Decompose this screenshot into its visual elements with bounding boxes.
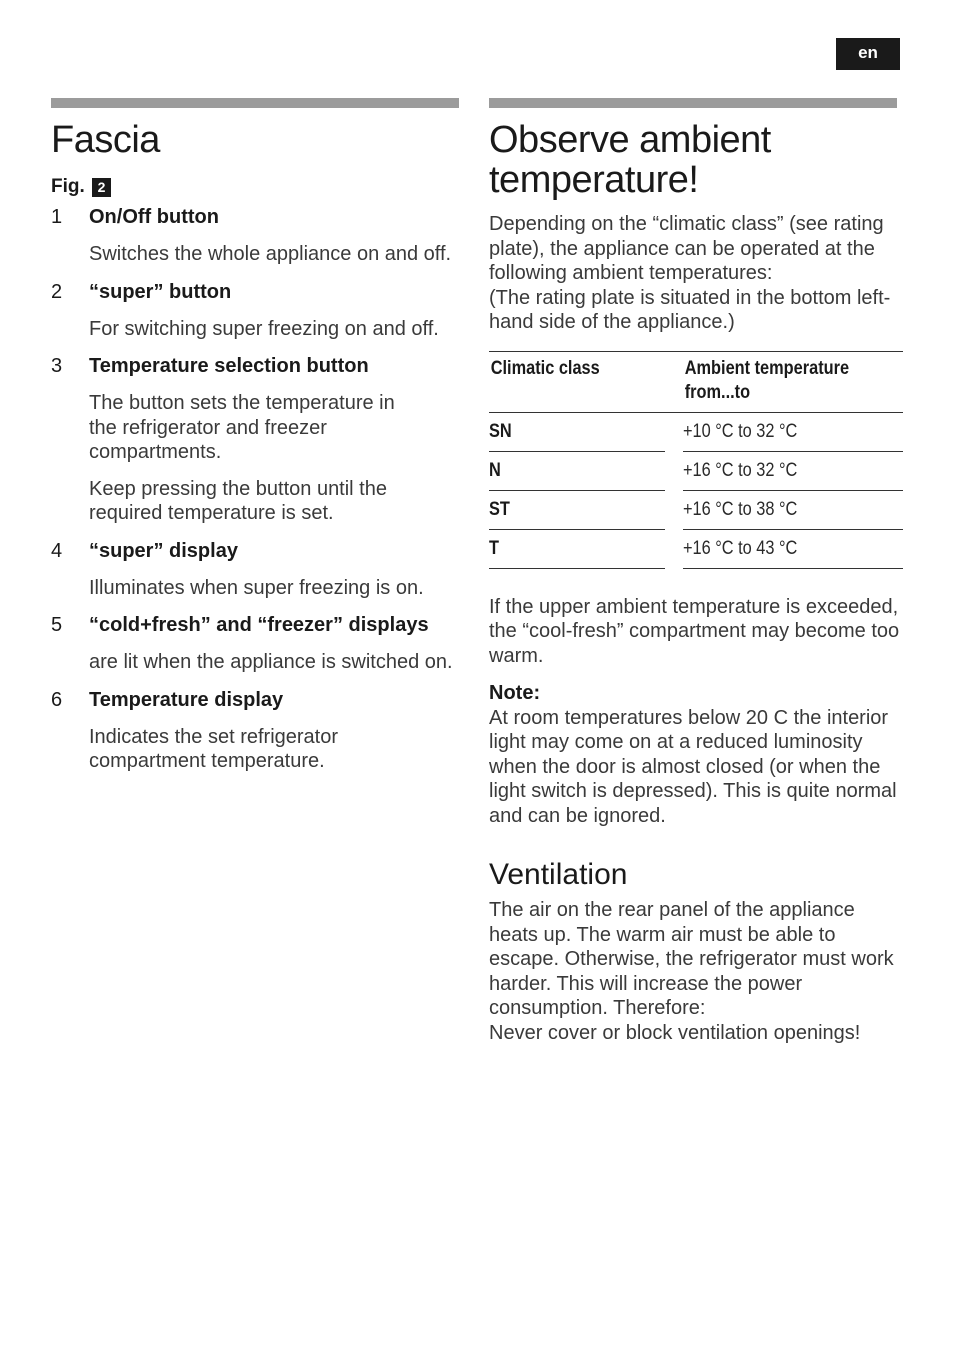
item-title: “super” button (89, 280, 232, 303)
column-header-climatic-class: Climatic class (489, 351, 656, 412)
temperature-range-cell: +16 °C to 32 °C (683, 459, 798, 481)
item-description: Illuminates when super freezing is on. (89, 576, 424, 599)
climate-table (489, 351, 903, 569)
list-item (51, 354, 465, 526)
note-label: Note: (489, 682, 541, 704)
ventilation-text: The air on the rear panel of the appliance heats up. The warm air must be able to escape. Otherwise, the refrigerator must work harder. This will increase the power consumption. Therefore: (489, 899, 894, 1019)
column-header-ambient-temperature (683, 351, 872, 412)
item-number: 5 (51, 614, 63, 636)
table-row (489, 451, 903, 490)
list-item (51, 688, 465, 774)
ventilation-warning: Never cover or block ventilation openings! (489, 1021, 861, 1044)
list-item (51, 613, 465, 675)
item-title: “cold+fresh” and “freezer” displays (89, 614, 429, 636)
item-title: “super” display (89, 539, 238, 562)
list-item (51, 539, 465, 601)
item-title: Temperature display (89, 688, 284, 711)
item-description: Switches the whole appliance on and off. (89, 243, 452, 265)
language-badge: en (836, 38, 900, 70)
ambient-title-line1: Observe ambient (489, 119, 771, 161)
table-row (489, 529, 903, 568)
ambient-intro: Depending on the “climatic class” (see rating plate), the appliance can be operated at the following ambient temperatures: (489, 213, 884, 284)
table-row (489, 412, 903, 451)
temperature-range-cell: +10 °C to 32 °C (683, 420, 798, 442)
list-item (51, 205, 465, 267)
ambient-title-line2: temperature! (489, 159, 699, 201)
item-description: are lit when the appliance is switched on. (89, 651, 453, 673)
column-header-line: Ambient temperature (684, 357, 850, 379)
figure-number: 2 (92, 178, 111, 197)
item-number: 1 (51, 206, 63, 228)
item-description: For switching super freezing on and off. (89, 317, 439, 340)
fascia-section (51, 98, 465, 774)
column-header-line: from...to (684, 381, 751, 403)
table-row (489, 490, 903, 529)
item-number: 3 (51, 355, 63, 377)
item-title: On/Off button (89, 206, 219, 228)
section-rule (489, 98, 897, 108)
figure-label: Fig. (51, 176, 85, 197)
item-description: Indicates the set refrigerator compartment temperature. (89, 725, 339, 772)
item-number: 2 (51, 280, 63, 303)
climatic-class-cell: T (489, 537, 499, 559)
climatic-class-cell: ST (489, 498, 510, 520)
temperature-range-cell: +16 °C to 38 °C (683, 498, 798, 520)
ambient-title (489, 120, 901, 200)
temperature-range-cell: +16 °C to 43 °C (683, 537, 798, 559)
fascia-title: Fascia (51, 119, 160, 161)
climatic-class-cell: SN (489, 420, 512, 442)
climatic-class-cell: N (489, 459, 501, 481)
item-title: Temperature selection button (89, 355, 369, 377)
ambient-intro-note: (The rating plate is situated in the bottom left-hand side of the appliance.) (489, 286, 891, 333)
item-number: 6 (51, 688, 63, 711)
item-description: The button sets the temperature in the refrigerator and freezer compartments. (89, 392, 395, 463)
section-rule (51, 98, 459, 108)
ventilation-title: Ventilation (489, 858, 628, 891)
ambient-section (489, 98, 901, 1045)
item-number: 4 (51, 539, 63, 562)
item-description: Keep pressing the button until the required temperature is set. (89, 477, 387, 524)
figure-reference (51, 175, 465, 199)
list-item (51, 280, 465, 342)
note-text: At room temperatures below 20 C the interior light may come on at a reduced luminosity when the door is almost closed (or when the light switch is depressed). This is quite normal and can be ignored. (489, 706, 897, 827)
overheat-warning: If the upper ambient temperature is exceeded, the “cool-fresh” compartment may become too warm. (489, 595, 900, 667)
